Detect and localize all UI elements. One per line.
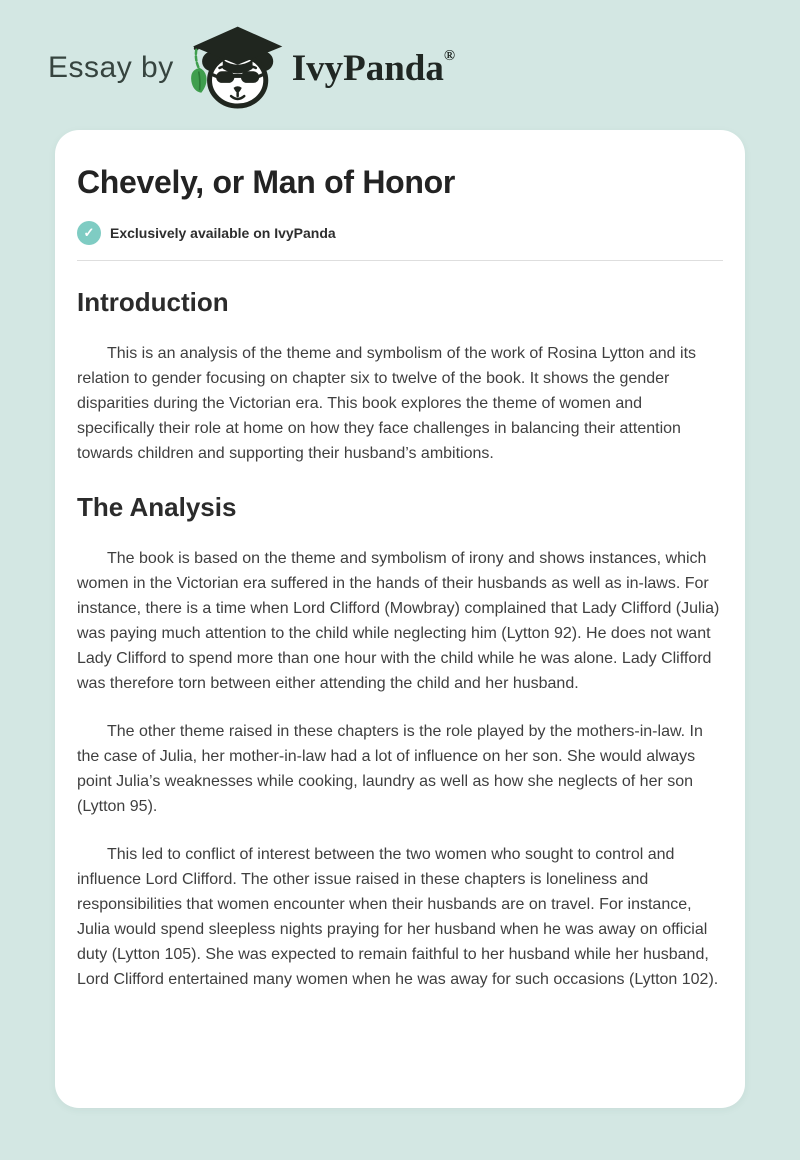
paragraph: The other theme raised in these chapters is the role played by the mothers-in-law. In the case of Julia, her mother-in-law had a lot of influence on her son. She would always point Julia’s weaknesses while cooking, laundry as well as how she neglects of her son (Lytton 95). bbox=[77, 723, 703, 815]
checkmark-icon: ✓ bbox=[77, 221, 101, 245]
brand-name: IvyPanda bbox=[291, 48, 444, 89]
paragraph: This is an analysis of the theme and symbolism of the work of Rosina Lytton and its relation to gender focusing on chapter six to twelve of the book. It shows the gender disparities during the Victorian era. This book explores the theme of women and specifically their role at home on how they face challenges in balancing their attention towards children and supporting their husband’s ambitions. bbox=[77, 345, 697, 462]
brand-wordmark bbox=[292, 49, 455, 87]
essay-title: Chevely, or Man of Honor bbox=[77, 164, 456, 200]
exclusive-badge bbox=[77, 221, 723, 245]
paragraph: The book is based on the theme and symbolism of irony and shows instances, which women in the Victorian era suffered in the hands of their husbands as well as in-laws. For instance, there is a time when Lord Clifford (Mowbray) complained that Lady Clifford (Julia) was paying much attention to the child while neglecting him (Lytton 92). He does not want Lady Clifford to spend more than one hour with the child while he was alone. Lady Clifford was therefore torn between either attending the child and her husband. bbox=[77, 550, 720, 692]
section-introduction bbox=[77, 287, 723, 466]
paragraph: This led to conflict of interest between the two women who sought to control and influence Lord Clifford. The other issue raised in these chapters is loneliness and responsibilities that women encounter when their husbands are on travel. For instance, Julia would spend sleepless nights praying for her husband when he was away on official duty (Lytton 105). She was expected to remain faithful to her husband while her husband, Lord Clifford entertained many women when he was away for such occasions (Lytton 102). bbox=[77, 846, 719, 988]
header bbox=[0, 0, 800, 130]
divider bbox=[77, 260, 723, 261]
essay-by-label: Essay by bbox=[48, 51, 174, 84]
panda-graduate-icon bbox=[186, 25, 286, 111]
section-heading-introduction: Introduction bbox=[77, 287, 229, 317]
registered-mark: ® bbox=[443, 48, 456, 64]
essay-card bbox=[55, 130, 745, 1108]
exclusive-badge-label: Exclusively available on IvyPanda bbox=[110, 225, 336, 241]
section-heading-analysis: The Analysis bbox=[77, 492, 237, 522]
section-analysis bbox=[77, 492, 723, 992]
